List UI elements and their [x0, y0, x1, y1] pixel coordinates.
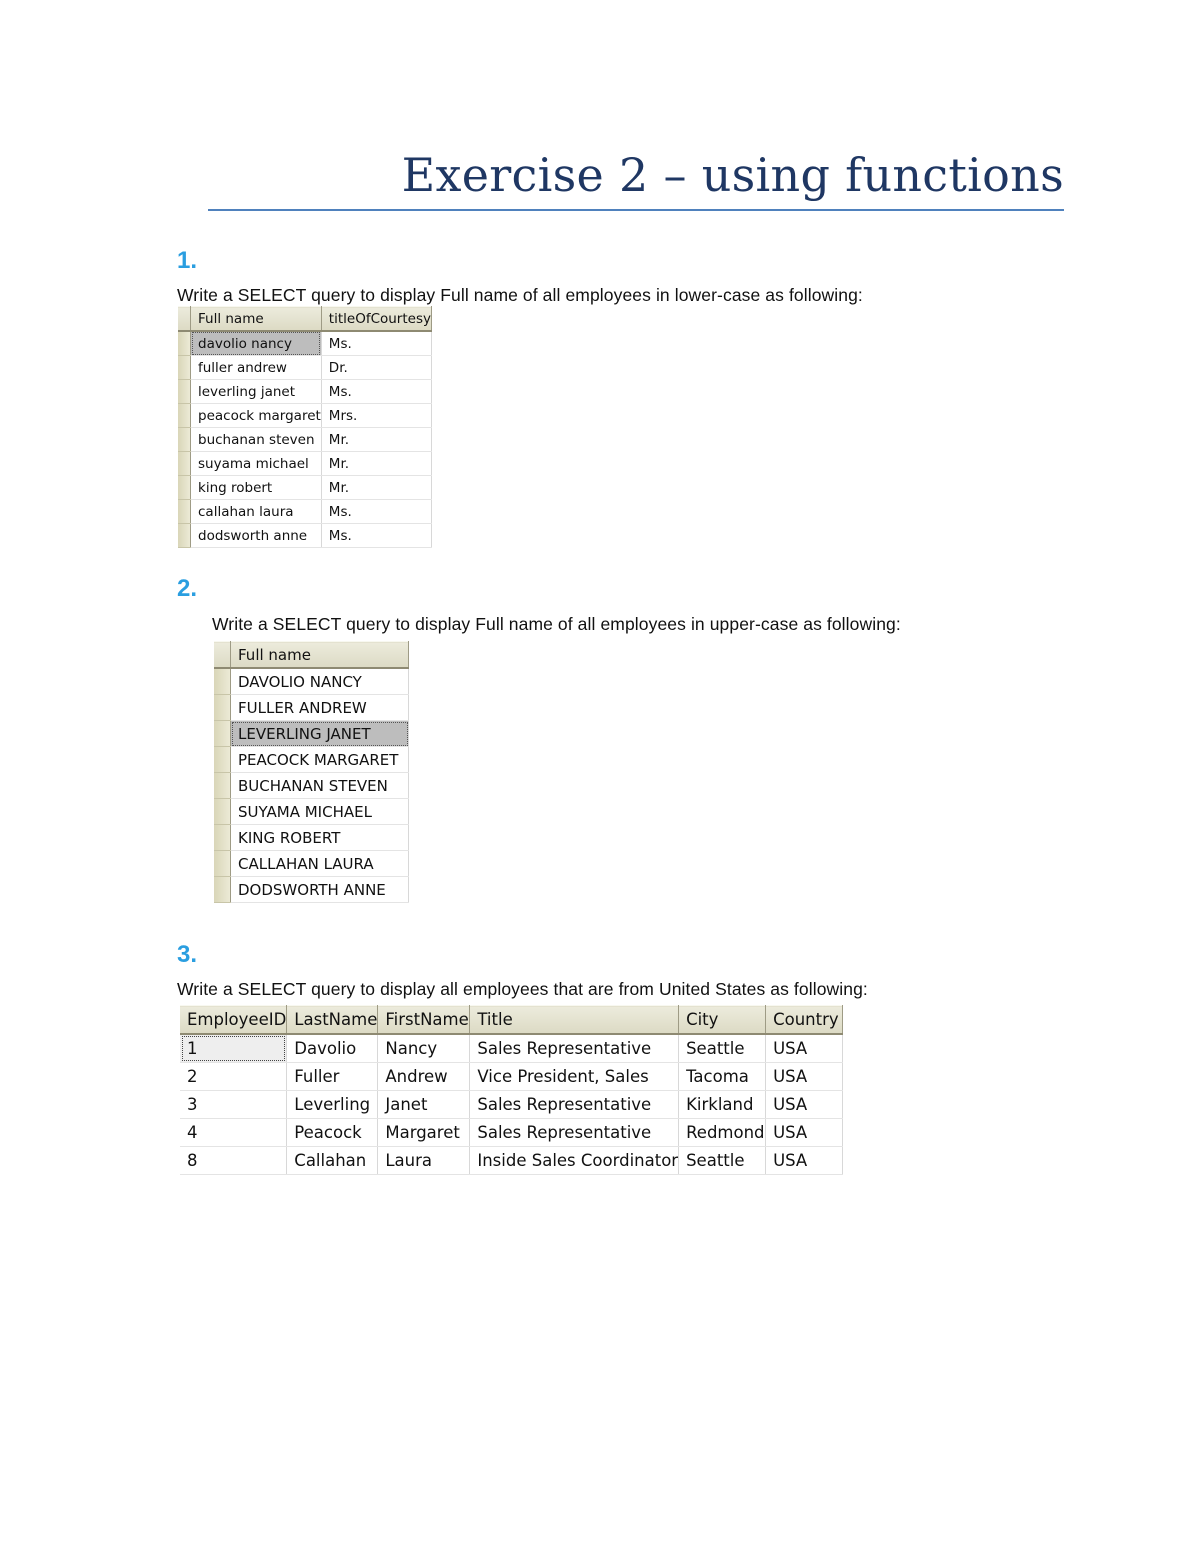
cell-full-name[interactable]: leverling janet	[191, 380, 322, 404]
table-row[interactable]	[214, 695, 409, 721]
cell-first-name[interactable]: Janet	[378, 1091, 470, 1119]
cell-last-name[interactable]: Leverling	[287, 1091, 378, 1119]
grid-header-row	[178, 307, 431, 332]
grid-header-row	[214, 642, 409, 669]
cell-first-name[interactable]: Laura	[378, 1147, 470, 1175]
table-row[interactable]	[180, 1034, 843, 1063]
column-header-employee-id[interactable]: EmployeeID	[180, 1006, 287, 1035]
cell-city[interactable]: Tacoma	[679, 1063, 766, 1091]
column-header-city[interactable]: City	[679, 1006, 766, 1035]
table-row[interactable]	[178, 356, 431, 380]
cell-full-name[interactable]: davolio nancy	[191, 331, 322, 356]
column-header-full-name[interactable]: Full name	[191, 307, 322, 332]
cell-first-name[interactable]: Nancy	[378, 1034, 470, 1063]
table-row[interactable]	[214, 825, 409, 851]
cell-employee-id[interactable]: 8	[180, 1147, 287, 1175]
row-selector[interactable]	[214, 851, 231, 877]
cell-city[interactable]: Seattle	[679, 1034, 766, 1063]
table-row[interactable]	[180, 1119, 843, 1147]
row-selector-header[interactable]	[178, 307, 191, 332]
section-2-instruction: Write a SELECT query to display Full name of all employees in upper-case as following:	[212, 614, 901, 634]
cell-full-name[interactable]: LEVERLING JANET	[231, 721, 409, 747]
column-header-full-name[interactable]: Full name	[231, 642, 409, 669]
table-row[interactable]	[178, 428, 431, 452]
row-selector[interactable]	[214, 747, 231, 773]
section-2-number: 2.	[177, 575, 198, 602]
cell-title-of-courtesy[interactable]: Ms.	[321, 524, 431, 548]
table-row[interactable]	[180, 1091, 843, 1119]
row-selector[interactable]	[178, 476, 191, 500]
section-3-instruction: Write a SELECT query to display all employees that are from United States as following:	[177, 979, 868, 999]
section-1-instruction: Write a SELECT query to display Full name of all employees in lower-case as following:	[177, 285, 863, 305]
row-selector[interactable]	[178, 404, 191, 428]
column-header-first-name[interactable]: FirstName	[378, 1006, 470, 1035]
row-selector[interactable]	[178, 428, 191, 452]
row-selector[interactable]	[178, 331, 191, 356]
column-header-country[interactable]: Country	[766, 1006, 843, 1035]
cell-last-name[interactable]: Davolio	[287, 1034, 378, 1063]
cell-employee-id[interactable]: 1	[180, 1034, 287, 1063]
cell-title[interactable]: Vice President, Sales	[470, 1063, 679, 1091]
table-row[interactable]	[178, 452, 431, 476]
cell-full-name[interactable]: suyama michael	[191, 452, 322, 476]
cell-full-name[interactable]: DODSWORTH ANNE	[231, 877, 409, 903]
row-selector[interactable]	[214, 799, 231, 825]
cell-employee-id[interactable]: 4	[180, 1119, 287, 1147]
cell-title[interactable]: Inside Sales Coordinator	[470, 1147, 679, 1175]
row-selector[interactable]	[178, 524, 191, 548]
table-row[interactable]	[214, 721, 409, 747]
row-selector[interactable]	[214, 773, 231, 799]
cell-title[interactable]: Sales Representative	[470, 1034, 679, 1063]
cell-title-of-courtesy[interactable]: Ms.	[321, 331, 431, 356]
cell-title-of-courtesy[interactable]: Mr.	[321, 476, 431, 500]
table-row[interactable]	[178, 404, 431, 428]
cell-country[interactable]: USA	[766, 1034, 843, 1063]
us-employees-grid	[180, 1005, 843, 1175]
cell-first-name[interactable]: Margaret	[378, 1119, 470, 1147]
row-selector[interactable]	[178, 500, 191, 524]
cell-full-name[interactable]: BUCHANAN STEVEN	[231, 773, 409, 799]
table-row[interactable]	[180, 1063, 843, 1091]
column-header-title-of-courtesy[interactable]: titleOfCourtesy	[321, 307, 431, 332]
cell-last-name[interactable]: Fuller	[287, 1063, 378, 1091]
row-selector[interactable]	[214, 825, 231, 851]
cell-country[interactable]: USA	[766, 1119, 843, 1147]
cell-full-name[interactable]: CALLAHAN LAURA	[231, 851, 409, 877]
table-row[interactable]	[180, 1147, 843, 1175]
cell-title-of-courtesy[interactable]: Ms.	[321, 380, 431, 404]
cell-full-name[interactable]: king robert	[191, 476, 322, 500]
cell-title-of-courtesy[interactable]: Mrs.	[321, 404, 431, 428]
grid-header-row	[180, 1006, 843, 1035]
row-selector[interactable]	[214, 695, 231, 721]
cell-full-name[interactable]: dodsworth anne	[191, 524, 322, 548]
cell-title-of-courtesy[interactable]: Mr.	[321, 452, 431, 476]
table-row[interactable]	[178, 331, 431, 356]
cell-city[interactable]: Kirkland	[679, 1091, 766, 1119]
table-row[interactable]	[178, 380, 431, 404]
row-selector[interactable]	[178, 380, 191, 404]
row-selector[interactable]	[214, 668, 231, 695]
table-row[interactable]	[178, 476, 431, 500]
cell-last-name[interactable]: Callahan	[287, 1147, 378, 1175]
table-row[interactable]	[214, 668, 409, 695]
uppercase-names-grid	[214, 641, 409, 903]
cell-full-name[interactable]: callahan laura	[191, 500, 322, 524]
table-row[interactable]	[178, 500, 431, 524]
cell-full-name[interactable]: FULLER ANDREW	[231, 695, 409, 721]
section-1-number: 1.	[177, 247, 198, 274]
table-row[interactable]	[214, 799, 409, 825]
table-row[interactable]	[214, 747, 409, 773]
cell-first-name[interactable]: Andrew	[378, 1063, 470, 1091]
cell-city[interactable]: Redmond	[679, 1119, 766, 1147]
cell-full-name[interactable]: PEACOCK MARGARET	[231, 747, 409, 773]
row-selector[interactable]	[178, 356, 191, 380]
cell-full-name[interactable]: SUYAMA MICHAEL	[231, 799, 409, 825]
row-selector[interactable]	[178, 452, 191, 476]
row-selector[interactable]	[214, 721, 231, 747]
cell-employee-id[interactable]: 3	[180, 1091, 287, 1119]
cell-title-of-courtesy[interactable]: Ms.	[321, 500, 431, 524]
cell-title[interactable]: Sales Representative	[470, 1091, 679, 1119]
lowercase-names-grid	[178, 306, 432, 548]
page-title: Exercise 2 – using functions	[401, 148, 1064, 202]
cell-title[interactable]: Sales Representative	[470, 1119, 679, 1147]
column-header-last-name[interactable]: LastName	[287, 1006, 378, 1035]
cell-full-name[interactable]: fuller andrew	[191, 356, 322, 380]
cell-city[interactable]: Seattle	[679, 1147, 766, 1175]
table-row[interactable]	[214, 773, 409, 799]
row-selector[interactable]	[214, 877, 231, 903]
table-row[interactable]	[214, 851, 409, 877]
table-row[interactable]	[178, 524, 431, 548]
cell-employee-id[interactable]: 2	[180, 1063, 287, 1091]
cell-title-of-courtesy[interactable]: Mr.	[321, 428, 431, 452]
row-selector-header[interactable]	[214, 642, 231, 669]
title-underline	[208, 209, 1064, 211]
cell-country[interactable]: USA	[766, 1091, 843, 1119]
cell-title-of-courtesy[interactable]: Dr.	[321, 356, 431, 380]
table-row[interactable]	[214, 877, 409, 903]
column-header-title[interactable]: Title	[470, 1006, 679, 1035]
cell-full-name[interactable]: peacock margaret	[191, 404, 322, 428]
cell-full-name[interactable]: buchanan steven	[191, 428, 322, 452]
section-3-number: 3.	[177, 941, 198, 968]
cell-country[interactable]: USA	[766, 1147, 843, 1175]
cell-full-name[interactable]: KING ROBERT	[231, 825, 409, 851]
cell-full-name[interactable]: DAVOLIO NANCY	[231, 668, 409, 695]
cell-country[interactable]: USA	[766, 1063, 843, 1091]
cell-last-name[interactable]: Peacock	[287, 1119, 378, 1147]
